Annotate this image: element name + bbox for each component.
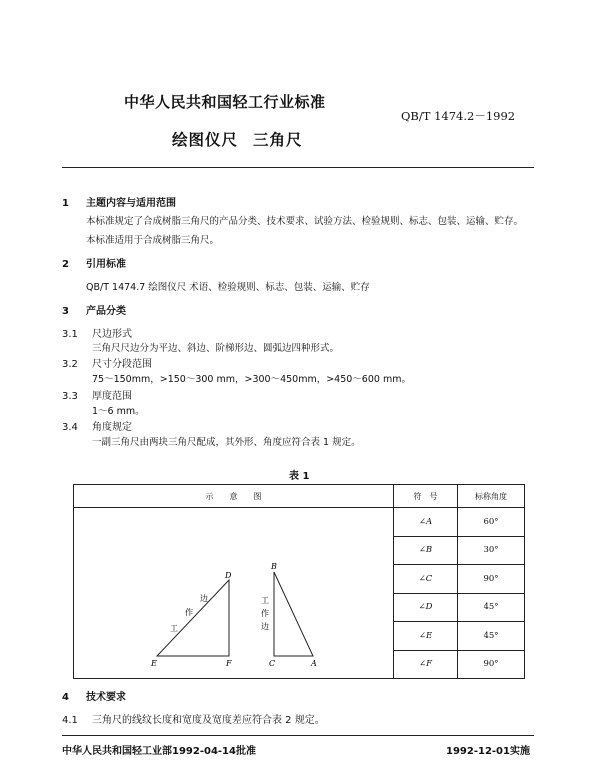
section-title: 主题内容与适用范围 bbox=[86, 198, 176, 209]
subsection-title: 角度规定 bbox=[92, 422, 132, 433]
section-title: 引用标准 bbox=[86, 259, 126, 270]
subsection-number: 3.3 bbox=[62, 391, 78, 402]
working-edge-char: 工 bbox=[170, 624, 178, 633]
subsection-title: 厚度范围 bbox=[92, 391, 132, 402]
approval-date: 中华人民共和国轻工业部1992-04-14批准 bbox=[62, 746, 256, 757]
subsection-text: 三角尺的线纹长度和宽度及宽度差应符合表 2 规定。 bbox=[92, 715, 325, 726]
symbol-cell: ∠C bbox=[394, 565, 458, 594]
working-edge-char: 作 bbox=[185, 608, 193, 617]
subsection-title: 尺寸分段范围 bbox=[92, 359, 152, 370]
subsection-3-4-heading bbox=[62, 418, 132, 433]
reference-standard: QB/T 1474.7 绘图仪尺 术语、检验规则、标志、包装、运输、贮存 bbox=[86, 282, 370, 293]
vertex-label-f: F bbox=[226, 659, 232, 668]
table-1-caption: 表 1 bbox=[289, 471, 310, 482]
vertex-label-d: D bbox=[225, 571, 232, 580]
working-edge-char: 边 bbox=[200, 594, 208, 603]
symbol-cell: ∠A bbox=[394, 508, 458, 537]
angle-cell: 45° bbox=[458, 622, 525, 651]
symbol-cell: ∠D bbox=[394, 593, 458, 622]
document-title bbox=[172, 128, 238, 150]
table-header-row bbox=[74, 485, 525, 508]
column-header-symbol: 符 号 bbox=[394, 485, 458, 508]
symbol-cell: ∠F bbox=[394, 650, 458, 679]
angle-cell: 60° bbox=[458, 508, 525, 537]
section-4-heading bbox=[62, 688, 126, 703]
symbol-cell: ∠E bbox=[394, 622, 458, 651]
angle-cell: 45° bbox=[458, 593, 525, 622]
title-sub: 三角尺 bbox=[253, 131, 303, 149]
section-title: 技术要求 bbox=[86, 692, 126, 703]
title-main: 绘图仪尺 bbox=[172, 131, 239, 149]
column-header-angle: 标称角度 bbox=[458, 485, 525, 508]
working-edge-char: 作 bbox=[261, 609, 269, 618]
effective-date: 1992-12-01实施 bbox=[446, 746, 530, 757]
vertex-label-b: B bbox=[271, 562, 277, 571]
vertex-label-c: C bbox=[269, 659, 276, 668]
subsection-title: 尺边形式 bbox=[92, 329, 132, 340]
subsection-number: 3.1 bbox=[62, 329, 78, 340]
angle-cell: 30° bbox=[458, 536, 525, 565]
subsection-3-1-heading bbox=[62, 325, 132, 340]
section-3-heading bbox=[62, 302, 126, 317]
section-title: 产品分类 bbox=[86, 306, 126, 317]
triangle-30-60-degree bbox=[274, 572, 313, 656]
vertex-label-a: A bbox=[311, 659, 317, 668]
section-1-paragraph-2: 本标准适用于合成树脂三角尺。 bbox=[86, 235, 220, 246]
document-subtitle bbox=[253, 128, 303, 150]
subsection-3-2-heading bbox=[62, 355, 152, 370]
section-1-heading bbox=[62, 194, 176, 209]
vertex-label-e: E bbox=[151, 659, 157, 668]
subsection-4-1 bbox=[62, 711, 325, 726]
footer-rule bbox=[62, 735, 534, 736]
section-number: 4 bbox=[62, 692, 69, 703]
subsection-3-1-text: 三角尺尺边分为平边、斜边、阶梯形边、圆弧边四种形式。 bbox=[92, 343, 340, 354]
subsection-number: 3.4 bbox=[62, 422, 78, 433]
triangle-diagram bbox=[75, 508, 392, 675]
subsection-3-4-text: 一副三角尺由两块三角尺配成，其外形、角度应符合表 1 规定。 bbox=[92, 437, 361, 448]
section-number: 2 bbox=[62, 259, 69, 270]
standard-code: QB/T 1474.2－1992 bbox=[401, 109, 516, 123]
section-1-paragraph-1: 本标准规定了合成树脂三角尺的产品分类、技术要求、试验方法、检验规则、标志、包装、运输、贮存。 bbox=[86, 216, 524, 227]
section-2-heading bbox=[62, 255, 126, 270]
table-row bbox=[74, 508, 525, 537]
section-number: 1 bbox=[62, 198, 69, 209]
angle-table bbox=[73, 484, 525, 679]
triangle-45-degree bbox=[157, 580, 229, 656]
section-number: 3 bbox=[62, 306, 69, 317]
subsection-number: 3.2 bbox=[62, 359, 78, 370]
subsection-3-2-text: 75～150mm，>150～300 mm，>300～450mm，>450～600 mm。 bbox=[92, 374, 411, 385]
angle-cell: 90° bbox=[458, 650, 525, 679]
working-edge-char: 边 bbox=[261, 622, 269, 631]
column-header-diagram: 示 意 图 bbox=[74, 485, 394, 508]
subsection-3-3-text: 1～6 mm。 bbox=[92, 406, 145, 417]
header-rule bbox=[62, 167, 534, 168]
working-edge-char: 工 bbox=[261, 596, 269, 605]
triangle-diagram-cell bbox=[74, 508, 394, 679]
symbol-cell: ∠B bbox=[394, 536, 458, 565]
angle-cell: 90° bbox=[458, 565, 525, 594]
subsection-number: 4.1 bbox=[62, 715, 78, 726]
issuing-organization: 中华人民共和国轻工行业标准 bbox=[124, 93, 326, 111]
subsection-3-3-heading bbox=[62, 387, 132, 402]
